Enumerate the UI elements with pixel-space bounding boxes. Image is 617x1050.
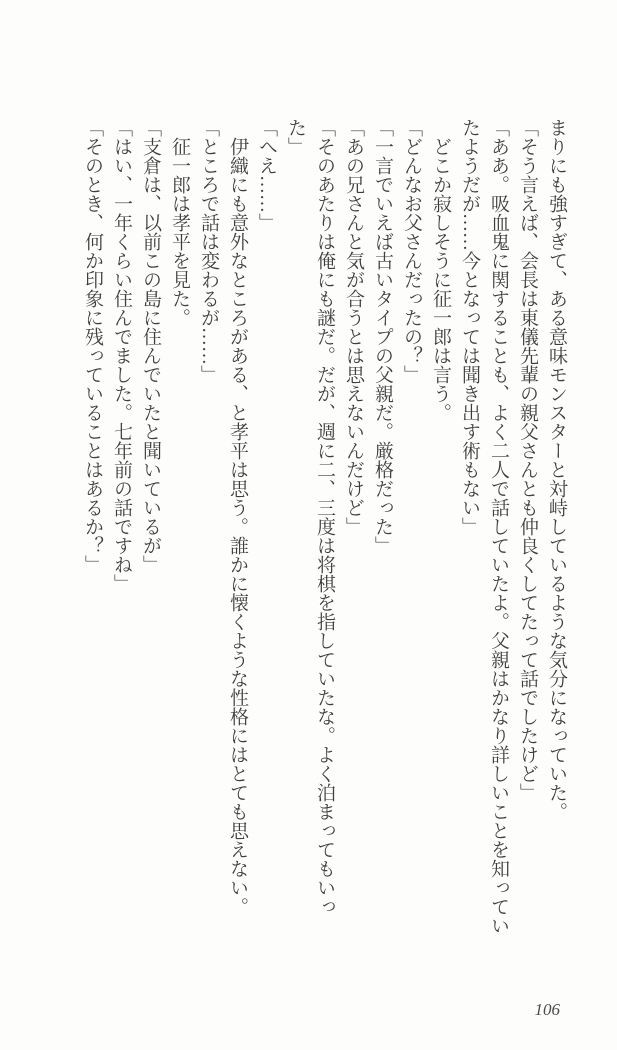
paragraph-line: 「ところで話は変わるが……」 (198, 118, 219, 384)
paragraph-line: 「そのあたりは俺にも謎だ。だが、週に二、三度は将棋を指していたな。よく泊まってもいった」 (285, 118, 335, 916)
paragraph-line: 「支倉は、以前この島に住んでいたと聞いているが」 (140, 118, 161, 574)
paragraph-line: 「そう言えば、会長は東儀先輩の親父さんとも仲良くしてたって話でしたけど」 (517, 118, 538, 802)
paragraph-line: 「どんなお父さんだったの？」 (401, 118, 422, 384)
paragraph-line: どこか寂しそうに征一郎は言う。 (430, 137, 451, 422)
paragraph-line: 「一言でいえば古いタイプの父親だ。厳格だった」 (372, 118, 393, 555)
paragraph-line: 征一郎は孝平を見た。 (169, 137, 190, 327)
paragraph-line: 伊織にも意外なところがある、と孝平は思う。誰かに懐くような性格にはとても思えない。 (227, 137, 248, 916)
paragraph-line: 「へえ……」 (256, 118, 277, 232)
paragraph-line: 「そのとき、何か印象に残っていることはあるか？」 (82, 118, 103, 574)
paragraph-line: まりにも強すぎて、ある意味モンスターと対峙しているような気分になっていた。 (546, 118, 567, 821)
page-number: 106 (534, 1000, 560, 1019)
paragraph-line: 「あの兄さんと気が合うとは思えないんだけど」 (343, 118, 364, 536)
paragraph-line: 「はい、一年くらい住んでました。七年前の話ですね」 (111, 118, 132, 593)
text-block (78, 118, 571, 938)
paragraph-line: 「ああ。吸血鬼に関することも、よく二人で話していたよ。父親はかなり詳しいことを知っていたようだが……今となっては聞き出す術もない」 (459, 118, 509, 935)
